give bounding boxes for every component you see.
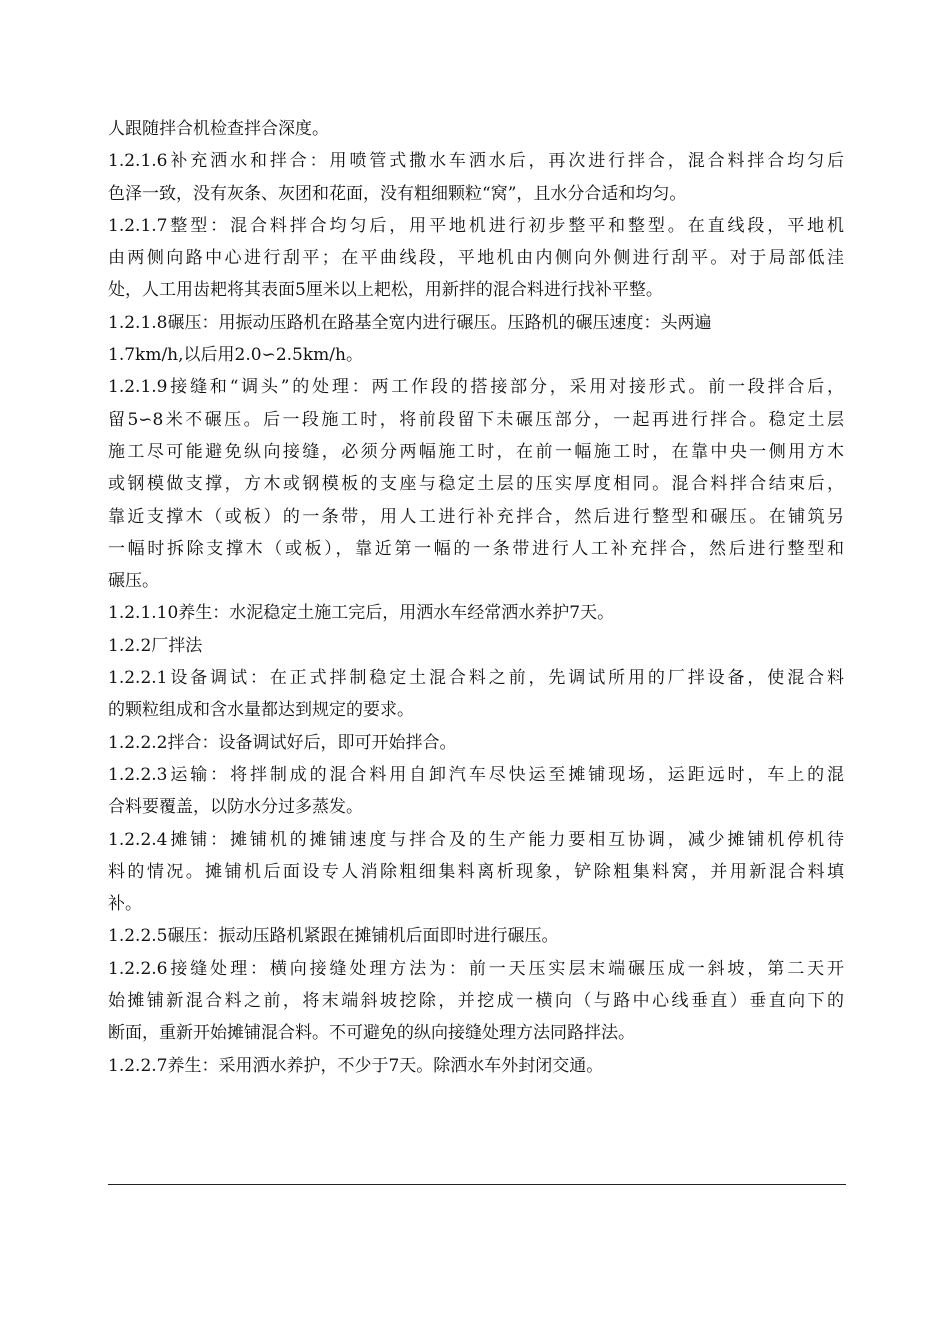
text-line: 料的情况。摊铺机后面设专人消除粗细集料离析现象，铲除粗集料窝，并用新混合料填 xyxy=(108,861,844,882)
text-line: 1.2.2.6接缝处理：横向接缝处理方法为：前一天压实层末端碾压成一斜坡，第二天开 xyxy=(108,958,844,979)
text-line: 1.2.2.7养生：采用洒水养护，不少于7天。除洒水车外封闭交通。 xyxy=(108,1055,604,1076)
text-line: 1.2.1.9接缝和“调头”的处理：两工作段的搭接部分，采用对接形式。前一段拌合后， xyxy=(108,377,844,398)
text-line: 的颗粒组成和含水量都达到规定的要求。 xyxy=(108,700,414,721)
text-line: 人跟随拌合机检查拌合深度。 xyxy=(108,119,329,139)
text-line: 施工尽可能避免纵向接缝，必须分两幅施工时，在前一幅施工时，在靠中央一侧用方木 xyxy=(108,441,844,462)
text-line: 1.2.2厂拌法 xyxy=(108,635,203,656)
text-line: 1.2.2.5碾压：振动压路机紧跟在摊铺机后面即时进行碾压。 xyxy=(108,926,559,947)
text-line: 处，人工用齿耙将其表面5厘米以上耙松，用新拌的混合料进行找补平整。 xyxy=(108,280,663,301)
body-text xyxy=(108,113,844,1082)
text-line: 碾压。 xyxy=(108,571,159,592)
text-line: 始摊铺新混合料之前，将末端斜坡挖除，并挖成一横向（与路中心线垂直）垂直向下的 xyxy=(108,991,844,1012)
text-line: 1.7km/h,以后用2.0∽2.5km/h。 xyxy=(108,345,363,366)
text-line: 断面，重新开始摊铺混合料。不可避免的纵向接缝处理方法同路拌法。 xyxy=(108,1023,635,1044)
horizontal-rule xyxy=(108,1184,846,1185)
text-line: 1.2.2.4摊铺：摊铺机的摊铺速度与拌合及的生产能力要相互协调，减少摊铺机停机待 xyxy=(108,829,844,850)
text-line: 留5∽8米不碾压。后一段施工时，将前段留下未碾压部分，一起再进行拌合。稳定土层 xyxy=(108,409,844,430)
text-line: 靠近支撑木（或板）的一条带，用人工进行补充拌合，然后进行整型和碾压。在铺筑另 xyxy=(108,506,844,527)
text-line: 1.2.1.8碾压：用振动压路机在路基全宽内进行碾压。压路机的碾压速度：头两遍 xyxy=(108,312,712,333)
text-line: 1.2.1.10养生：水泥稳定土施工完后，用洒水车经常洒水养护7天。 xyxy=(108,603,615,624)
text-line: 补。 xyxy=(108,894,142,915)
text-line: 一幅时拆除支撑木（或板），靠近第一幅的一条带进行人工补充拌合，然后进行整型和 xyxy=(108,538,844,559)
text-line: 由两侧向路中心进行刮平；在平曲线段，平地机由内侧向外侧进行刮平。对于局部低洼 xyxy=(108,248,844,269)
text-line: 1.2.2.3运输：将拌制成的混合料用自卸汽车尽快运至摊铺现场，运距远时，车上的混 xyxy=(108,764,844,785)
text-line: 或钢模做支撑，方木或钢模板的支座与稳定土层的压实厚度相同。混合料拌合结束后， xyxy=(108,474,844,495)
text-line: 1.2.1.7整型：混合料拌合均匀后，用平地机进行初步整平和整型。在直线段，平地机 xyxy=(108,215,844,236)
text-line: 合料要覆盖，以防水分过多蒸发。 xyxy=(108,797,363,818)
text-line: 色泽一致，没有灰条、灰团和花面，没有粗细颗粒“窝”，且水分合适和均匀。 xyxy=(108,183,687,204)
text-line: 1.2.1.6补充洒水和拌合：用喷管式撒水车洒水后，再次进行拌合，混合料拌合均匀后 xyxy=(108,151,844,172)
text-line: 1.2.2.2拌合：设备调试好后，即可开始拌合。 xyxy=(108,732,457,753)
text-line: 1.2.2.1设备调试：在正式拌制稳定土混合料之前，先调试所用的厂拌设备，使混合料 xyxy=(108,668,844,689)
